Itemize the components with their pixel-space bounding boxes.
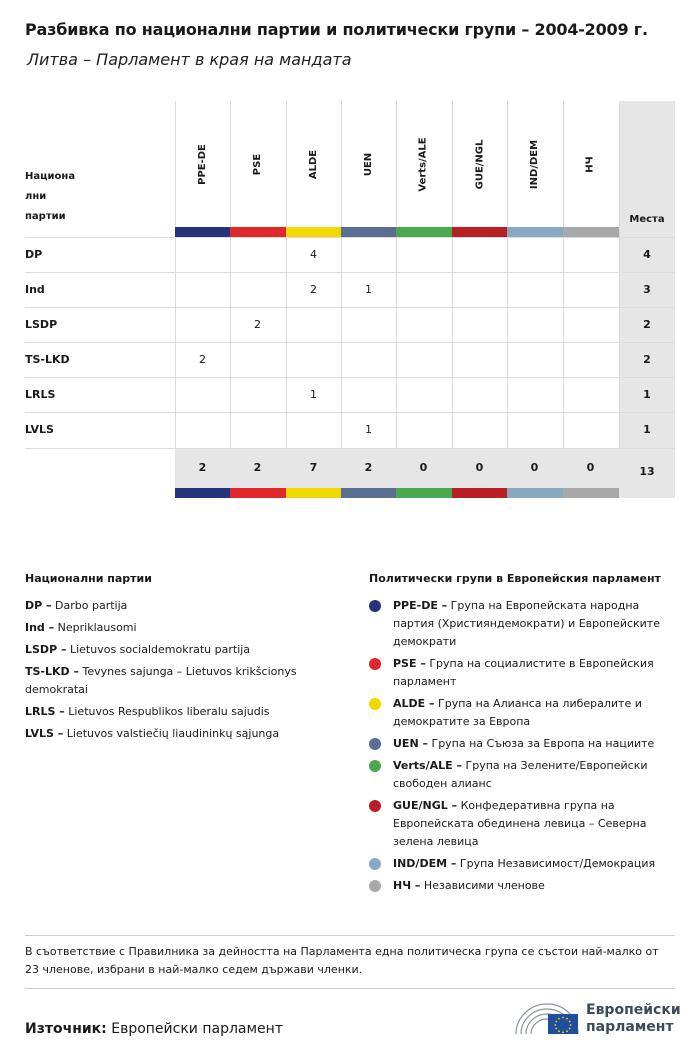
group-color-dot [369, 760, 381, 772]
total-cell: 7 [309, 461, 318, 474]
group-color-band [230, 227, 286, 237]
group-color-band [452, 488, 508, 498]
political-group-item: GUE/NGL – Конфедеративна група на Европейската обединена левица – Северна зелена левица [369, 797, 679, 851]
political-group-item: PPE-DE – Група на Европейската народна партия (Християндемократи) и Европейските демократи [369, 597, 679, 651]
group-color-band [563, 488, 619, 498]
table-cell: 2 [310, 283, 317, 296]
row-divider [25, 377, 675, 378]
row-divider [25, 307, 675, 308]
group-color-band [396, 227, 452, 237]
political-group-item: НЧ – Независими членове [369, 877, 679, 895]
group-header: Verts/ALE [417, 137, 429, 192]
page-subtitle: Литва – Парламент в края на мандата [27, 50, 352, 69]
group-header: GUE/NGL [473, 139, 485, 190]
column-divider [452, 101, 453, 448]
total-cell: 0 [530, 461, 539, 474]
source-line: Източник: Европейски парламент [25, 1021, 283, 1037]
party-row-label: LSDP [25, 318, 58, 331]
national-parties-header: Национа лни партии [25, 171, 76, 222]
group-color-band [452, 227, 508, 237]
divider [25, 988, 675, 989]
political-group-item: UEN – Група на Съюза за Европа на нациите [369, 735, 679, 753]
group-header: НЧ [584, 156, 596, 173]
group-color-band [286, 227, 342, 237]
group-header: PPE-DE [197, 144, 208, 185]
column-divider [341, 101, 342, 448]
party-row-label: Ind [25, 283, 45, 296]
group-header: IND/DEM [528, 139, 540, 190]
national-party-item: LVLS – Lietuvos valstiečių liaudininkų sąjunga [25, 727, 280, 740]
political-group-item: PSE – Група на социалистите в Европейския парламент [369, 655, 679, 691]
table-cell: 1 [310, 388, 317, 401]
group-color-band [230, 488, 286, 498]
seats-column-background [619, 101, 675, 498]
table-cell: 2 [254, 318, 261, 331]
total-cell: 2 [198, 461, 207, 474]
row-divider [25, 342, 675, 343]
group-color-dot [369, 858, 381, 870]
group-color-dot [369, 880, 381, 892]
breakdown-table [25, 101, 675, 498]
table-cell: 2 [199, 353, 206, 366]
seats-cell: 1 [643, 388, 651, 401]
row-divider [25, 272, 675, 273]
seats-cell: 4 [643, 248, 651, 261]
group-color-dot [369, 600, 381, 612]
page-title: Разбивка по национални партии и политически групи – 2004-2009 г. [25, 20, 648, 39]
national-party-item: Ind – Nepriklausomi [25, 621, 137, 634]
group-color-band [341, 488, 397, 498]
party-row-label: TS-LKD [25, 353, 70, 366]
european-parliament-logo: Европейски парламент [514, 998, 684, 1038]
row-divider [25, 448, 675, 449]
group-header: ALDE [308, 149, 319, 180]
total-cell: 0 [586, 461, 595, 474]
political-group-item: ALDE – Група на Алианса на либералите и демократите за Европа [369, 695, 679, 731]
seats-header: Места [629, 214, 665, 225]
seats-cell: 3 [643, 283, 651, 296]
total-cell: 0 [419, 461, 428, 474]
national-party-item: LSDP – Lietuvos socialdemokratu partija [25, 643, 251, 656]
group-header: PSE [252, 153, 263, 176]
seats-cell: 2 [643, 318, 651, 331]
row-divider [25, 412, 675, 413]
group-color-dot [369, 738, 381, 750]
group-color-band [286, 488, 342, 498]
group-color-band [507, 488, 563, 498]
column-divider [230, 101, 231, 448]
group-color-band [175, 488, 231, 498]
seats-cell: 1 [643, 423, 651, 436]
row-divider [25, 237, 675, 238]
party-row-label: DP [25, 248, 43, 261]
table-cell: 1 [365, 283, 372, 296]
party-row-label: LRLS [25, 388, 56, 401]
national-parties-legend-title: Национални партии [25, 572, 152, 585]
rules-note: В съответствие с Правилника за дейността на Парламента една политическа група се състои най-малко от 23 членове, избрани в най-малко седем държави членки. [25, 945, 659, 976]
group-color-band [563, 227, 619, 237]
column-divider [563, 101, 564, 448]
seats-cell: 2 [643, 353, 651, 366]
group-color-band [507, 227, 563, 237]
total-seats-cell: 13 [639, 465, 655, 478]
total-cell: 0 [475, 461, 484, 474]
group-color-dot [369, 698, 381, 710]
party-row-label: LVLS [25, 423, 54, 436]
column-divider [175, 101, 176, 448]
political-group-item: IND/DEM – Група Независимост/Демокрация [369, 855, 679, 873]
national-party-item: DP – Darbo partija [25, 599, 128, 612]
group-header: UEN [362, 152, 374, 177]
total-cell: 2 [253, 461, 262, 474]
political-group-item: Verts/ALE – Група на Зелените/Европейски свободен алианс [369, 757, 679, 793]
total-cell: 2 [364, 461, 373, 474]
group-color-band [341, 227, 397, 237]
group-color-dot [369, 658, 381, 670]
column-divider [396, 101, 397, 448]
divider [25, 935, 675, 936]
table-cell: 4 [310, 248, 317, 261]
group-color-dot [369, 800, 381, 812]
national-party-item: TS-LKD – Tevynes sajunga – Lietuvos krikšcionys demokratai [25, 665, 297, 696]
group-color-band [396, 488, 452, 498]
group-color-band [175, 227, 231, 237]
table-cell: 1 [365, 423, 372, 436]
national-party-item: LRLS – Lietuvos Respublikos liberalu sajudis [25, 705, 270, 718]
political-groups-legend-title: Политически групи в Европейския парламент [369, 572, 661, 585]
column-divider [507, 101, 508, 448]
